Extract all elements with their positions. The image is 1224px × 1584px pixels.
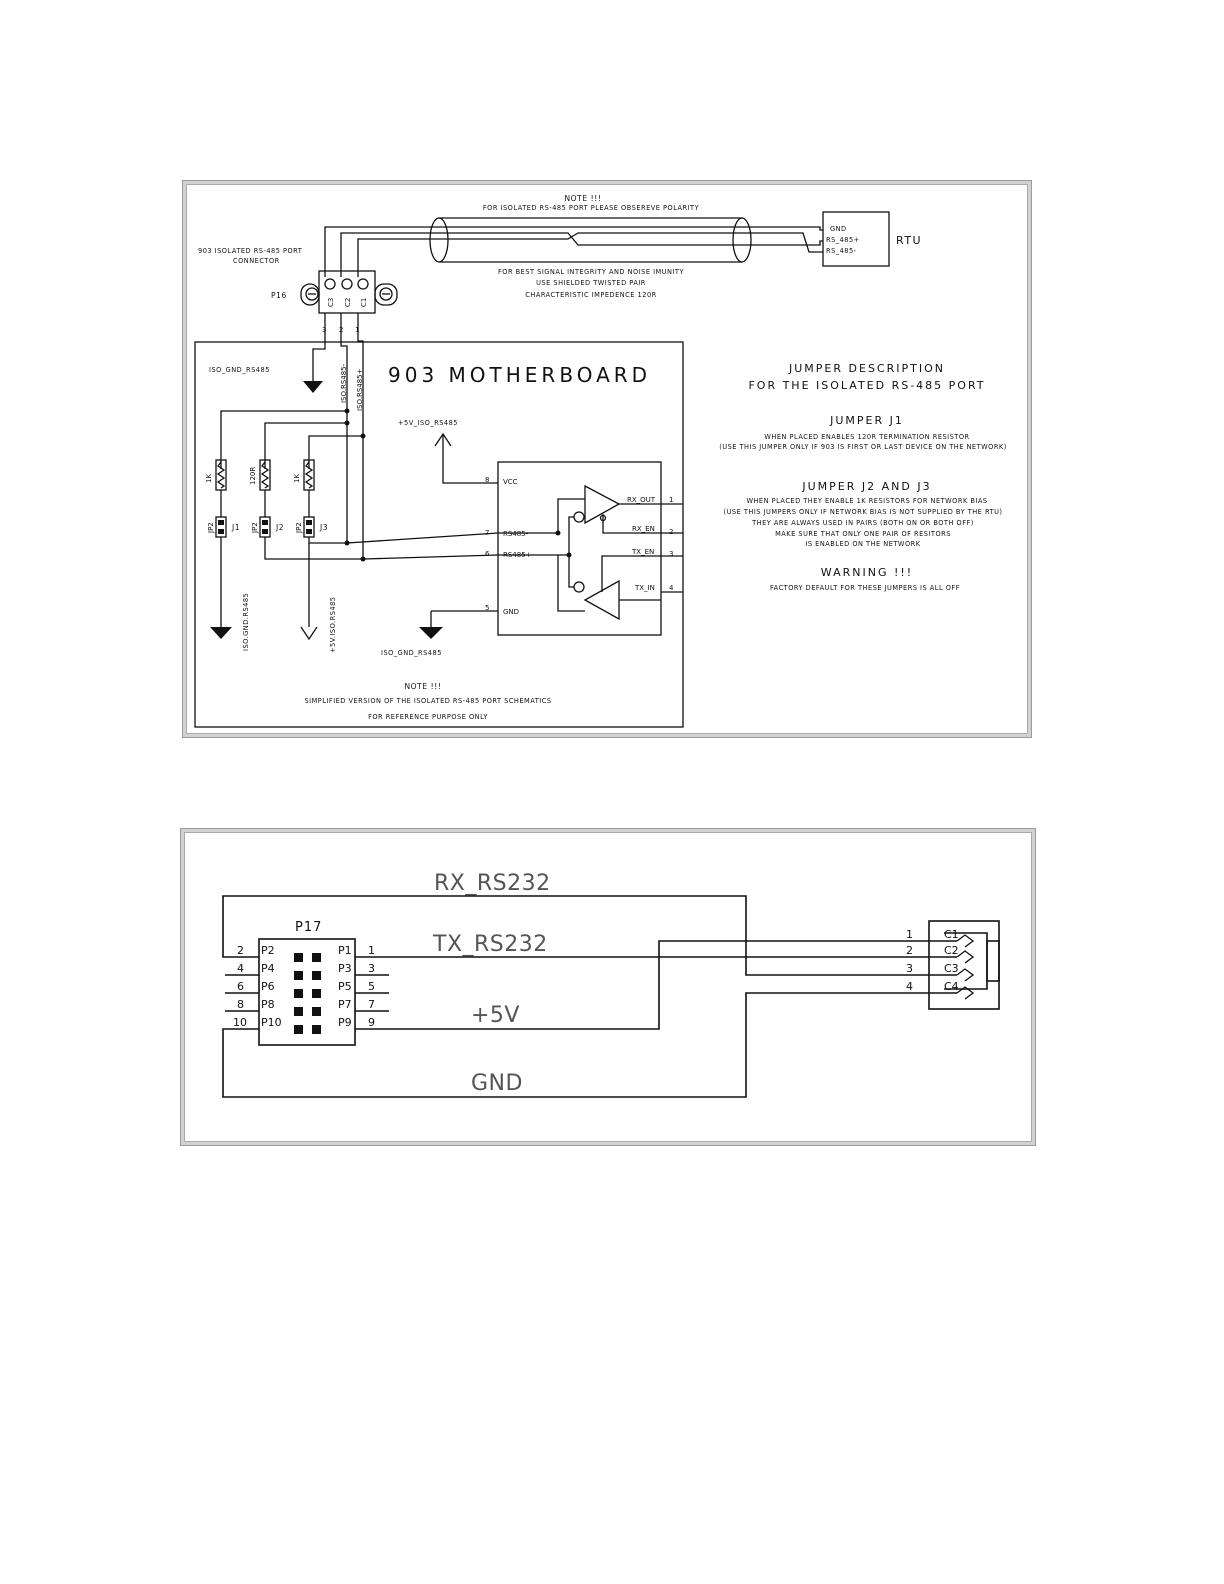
- reference-note-line1: SIMPLIFIED VERSION OF THE ISOLATED RS-485 PORT SCHEMATICS: [304, 697, 552, 705]
- c-connector-num-4: 4: [906, 980, 913, 993]
- jumper-j2j3-line1: WHEN PLACED THEY ENABLE 1K RESISTORS FOR NETWORK BIAS: [746, 497, 988, 505]
- jumper-j3: [304, 517, 314, 537]
- connector-ref-p16: P16: [271, 291, 287, 300]
- reference-note-title: NOTE !!!: [404, 682, 442, 691]
- c-connector-num-2: 2: [906, 944, 913, 957]
- p17-pin-p3: P3: [338, 962, 352, 975]
- p17-pin-num-9: 9: [368, 1016, 375, 1029]
- p17-pin-num-6: 6: [237, 980, 244, 993]
- chip-pin-5-num: 5: [485, 604, 490, 612]
- jumper-j1-label: J1: [232, 523, 241, 532]
- jumper-j1: [216, 517, 226, 537]
- chip-pin-vcc: VCC: [503, 478, 518, 486]
- port-label-line2: CONNECTOR: [233, 257, 280, 265]
- net-label-5v: +5V: [471, 1003, 520, 1028]
- jumper-j2j3-title: JUMPER J2 AND J3: [802, 480, 932, 493]
- polarity-note-title: NOTE !!!: [564, 194, 602, 203]
- chip-pin-1-num: 1: [669, 496, 674, 504]
- c-connector-num-1: 1: [906, 928, 913, 941]
- port-label-line1: 903 ISOLATED RS-485 PORT: [198, 247, 303, 255]
- gnd-symbol-top: [303, 381, 323, 393]
- warning-title: WARNING !!!: [820, 566, 914, 579]
- p17-pin-p1: P1: [338, 944, 352, 957]
- c-connector-pin-c4: C4: [944, 980, 959, 993]
- jumper-j2: [260, 517, 270, 537]
- p17-pin-p6: P6: [261, 980, 275, 993]
- jumper-j3-label: J3: [320, 523, 329, 532]
- p17-pin-p2: P2: [261, 944, 275, 957]
- polarity-note-text: FOR ISOLATED RS-485 PORT PLEASE OBSEREVE POLARITY: [482, 204, 700, 212]
- iso-rs485-plus-label: ISO.RS485+: [356, 368, 364, 411]
- chip-pin-3-num: 3: [669, 550, 674, 558]
- jumper-j1-part: JP2: [207, 522, 215, 533]
- motherboard-title: 903 MOTHERBOARD: [388, 363, 652, 387]
- c-connector-pin-c3: C3: [944, 962, 959, 975]
- shielded-cable: [430, 218, 751, 262]
- c-connector-num-3: 3: [906, 962, 913, 975]
- p17-pin-num-1: 1: [368, 944, 375, 957]
- p16-pin-c3: C3: [327, 297, 335, 307]
- rtu-pin-rs485-plus: RS_485+: [826, 236, 860, 244]
- resistor-r2-value: 120R: [249, 466, 257, 485]
- resistor-r1-value: 1K: [205, 473, 213, 483]
- rtu-pin-gnd: GND: [830, 225, 847, 233]
- chip-pin-rx-en: RX_EN: [632, 525, 655, 533]
- p16-pin-c2: C2: [344, 297, 352, 307]
- rtu-label: RTU: [896, 234, 923, 247]
- p17-pin-num-4: 4: [237, 962, 244, 975]
- cable-note-line2: USE SHIELDED TWISTED PAIR: [536, 279, 646, 287]
- jumper-j2j3-line4: MAKE SURE THAT ONLY ONE PAIR OF RESITORS: [775, 530, 951, 538]
- gnd-symbol-left: [210, 627, 232, 639]
- net-label-tx-rs232: TX_RS232: [433, 932, 548, 957]
- jumper-j2j3-line3: THEY ARE ALWAYS USED IN PAIRS (BOTH ON OR BOTH OFF): [752, 519, 974, 527]
- jumper-desc-title2: FOR THE ISOLATED RS-485 PORT: [748, 379, 986, 392]
- p17-pin-p9: P9: [338, 1016, 352, 1029]
- p17-pin-num-2: 2: [237, 944, 244, 957]
- cable-note-line3: CHARACTERISTIC IMPEDENCE 120R: [525, 291, 657, 299]
- p17-pin-num-7: 7: [368, 998, 375, 1011]
- jumper-j1-line1: WHEN PLACED ENABLES 120R TERMINATION RESISTOR: [764, 433, 970, 441]
- vcc-iso-label: +5V_ISO_RS485: [398, 419, 458, 427]
- chip-pin-rs485-minus: RS485-: [503, 530, 529, 538]
- jumper-j1-title: JUMPER J1: [830, 414, 904, 427]
- p17-pin-num-10: 10: [233, 1016, 247, 1029]
- p17-header-pads: [294, 953, 321, 1034]
- rs232-schematic-panel: [180, 828, 1036, 1146]
- jumper-j2-part: JP2: [251, 522, 259, 533]
- resistor-r3-value: 1K: [293, 473, 301, 483]
- p17-pin-p8: P8: [261, 998, 275, 1011]
- jumper-desc-title1: JUMPER DESCRIPTION: [789, 362, 945, 375]
- rs485-schematic: [183, 181, 1031, 737]
- jumper-j2-label: J2: [276, 523, 285, 532]
- rs232-schematic: [181, 829, 1035, 1145]
- gnd-symbol-chip: [419, 627, 443, 639]
- rs232-wires: [223, 896, 929, 1097]
- warning-line: FACTORY DEFAULT FOR THESE JUMPERS IS ALL OFF: [769, 584, 961, 592]
- chip-pin-4-num: 4: [669, 584, 674, 592]
- chip-pin-rx-out: RX_OUT: [627, 496, 656, 504]
- p17-pin-p7: P7: [338, 998, 352, 1011]
- chip-pin-6-num: 6: [485, 550, 490, 558]
- header-ref-p17: P17: [295, 920, 323, 935]
- iso-gnd-top-label: ISO_GND_RS485: [209, 366, 270, 374]
- iso-gnd-vertical-label: ISO.GND.RS485: [242, 592, 250, 651]
- c-connector-pin-c2: C2: [944, 944, 959, 957]
- p17-pin-num-5: 5: [368, 980, 375, 993]
- p16-pin-num-3: 3: [322, 326, 327, 334]
- c-connector-body: [929, 921, 999, 1009]
- chip-pin-8-num: 8: [485, 476, 490, 484]
- iso-gnd-bottom-label: ISO_GND_RS485: [381, 649, 442, 657]
- jumper-j1-line2: (USE THIS JUMPER ONLY IF 903 IS FIRST OR LAST DEVICE ON THE NETWORK): [719, 443, 1007, 451]
- p17-pin-num-3: 3: [368, 962, 375, 975]
- p17-pin-num-8: 8: [237, 998, 244, 1011]
- iso-rs485-minus-label: ISO.RS485-: [340, 363, 348, 403]
- vcc-vertical-label: +5V.ISO.RS485: [329, 596, 337, 653]
- p16-pin-num-1: 1: [355, 326, 360, 334]
- rtu-pin-rs485-minus: RS_485-: [826, 247, 857, 255]
- reference-note-line2: FOR REFERENCE PURPOSE ONLY: [368, 713, 488, 721]
- p17-pin-p4: P4: [261, 962, 275, 975]
- chip-pin-gnd: GND: [503, 608, 520, 616]
- c-connector-pin-c1: C1: [944, 928, 959, 941]
- chip-pin-7-num: 7: [485, 529, 490, 537]
- motherboard-box: [195, 342, 683, 727]
- jumper-j2j3-line5: IS ENABLED ON THE NETWORK: [805, 540, 921, 548]
- net-label-rx-rs232: RX_RS232: [434, 871, 551, 896]
- p17-pin-p5: P5: [338, 980, 352, 993]
- p16-pin-num-2: 2: [339, 326, 344, 334]
- jumper-j2j3-line2: (USE THIS JUMPERS ONLY IF NETWORK BIAS IS NOT SUPPLIED BY THE RTU): [723, 508, 1003, 516]
- jumper-j3-part: JP2: [295, 522, 303, 533]
- p16-pin-c1: C1: [360, 297, 368, 307]
- chip-pin-2-num: 2: [669, 528, 674, 536]
- net-label-gnd: GND: [471, 1071, 523, 1096]
- chip-pin-tx-in: TX_IN: [635, 584, 655, 592]
- c-connector-latch: [987, 941, 999, 981]
- rs485-schematic-panel: [182, 180, 1032, 738]
- cable-note-line1: FOR BEST SIGNAL INTEGRITY AND NOISE IMUNITY: [498, 268, 684, 276]
- chip-pin-rs485-plus: RS485+: [503, 551, 532, 559]
- chip-pin-tx-en: TX_EN: [632, 548, 655, 556]
- p17-pin-p10: P10: [261, 1016, 282, 1029]
